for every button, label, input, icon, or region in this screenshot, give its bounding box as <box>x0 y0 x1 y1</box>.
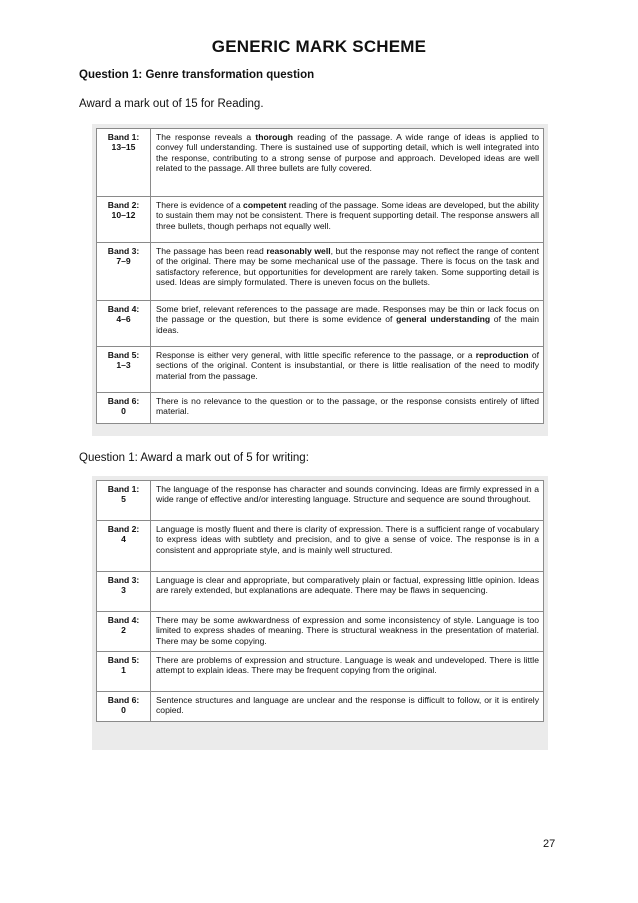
desc-part: There is evidence of a <box>156 200 244 210</box>
band-description <box>151 129 544 197</box>
band-name: Band 2: <box>107 200 140 210</box>
writing-band-row <box>97 612 544 652</box>
desc-part: Some brief, relevant references to the passage are made. Responses may be thin or lack focus on the passage or the question, but there is some evidence of <box>156 304 539 325</box>
band-description <box>151 197 544 243</box>
reading-mark-table <box>92 124 548 436</box>
band-label-cell <box>97 129 151 197</box>
reading-band-row <box>97 393 544 424</box>
band-range: 13–15 <box>111 142 136 153</box>
band-description <box>151 301 544 347</box>
writing-band-row <box>97 652 544 692</box>
band-label-cell <box>97 652 151 692</box>
band-name: Band 1: <box>107 484 140 494</box>
band-name: Band 5: <box>107 655 140 665</box>
band-range: 4–6 <box>116 314 131 325</box>
band-name: Band 3: <box>107 246 140 256</box>
reading-band-row <box>97 347 544 393</box>
desc-part: of sections of the original. Content is insubstantial, or there is little realisation of the need to modify material from the passage. <box>156 350 540 381</box>
writing-intro: Question 1: Award a mark out of 5 for writing: <box>79 452 309 464</box>
band-range: 7–9 <box>116 256 131 267</box>
page-number: 27 <box>543 838 556 850</box>
band-label-cell <box>97 301 151 347</box>
band-name: Band 1: <box>107 132 140 142</box>
writing-mark-table <box>92 476 548 750</box>
band-label-cell <box>97 197 151 243</box>
band-range: 2 <box>121 625 126 636</box>
desc-part: The passage has been read <box>156 246 267 256</box>
reading-band-row <box>97 301 544 347</box>
desc-emphasis: thorough <box>255 132 294 142</box>
reading-band-row <box>97 197 544 243</box>
desc-part: , but the response may not reflect the range of content of the original. There may be some mechanical use of the passage. There is focus on the task and satisfactory reference, but opportunities for development are rarely taken. Some supporting detail is used. Ideas are simply formulated. There is uneven focus on the bullets. <box>156 246 539 288</box>
desc-part: reading of the passage. A wide range of ideas is applied to convey full understanding. There is sustained use of supporting detail, which is well integrated into the response, contributing to a strong sense of purpose and approach. Developed ideas are well related to the passage. All three bullets are fully covered. <box>156 132 539 174</box>
band-range: 3 <box>121 585 126 596</box>
desc-emphasis: competent <box>243 200 287 210</box>
band-description: Language is mostly fluent and there is clarity of expression. There is a sufficient range of vocabulary to express ideas with subtlety and precision, and to give a sense of voice. The response is in a consistent and appropriate style, and is mainly well structured. <box>151 521 544 572</box>
band-name: Band 6: <box>107 695 140 705</box>
desc-emphasis: reproduction <box>475 350 529 360</box>
band-name: Band 3: <box>107 575 140 585</box>
desc-part: of the main ideas. <box>156 314 539 335</box>
reading-intro: Award a mark out of 15 for Reading. <box>79 98 264 110</box>
band-description: There are problems of expression and structure. Language is weak and undeveloped. There is little attempt to explain ideas. There may be frequent copying from the original. <box>151 652 544 692</box>
band-range: 0 <box>121 705 126 716</box>
band-label-cell <box>97 393 151 424</box>
desc-emphasis: reasonably well <box>266 246 331 256</box>
band-name: Band 4: <box>107 615 140 625</box>
band-label-cell <box>97 481 151 521</box>
question-heading: Question 1: Genre transformation question <box>79 69 315 81</box>
band-description: The language of the response has character and sounds convincing. Ideas are firmly expressed in a wide range of effective and/or interesting language. Structure and sequence are sound throughout. <box>151 481 544 521</box>
band-description <box>151 347 544 393</box>
band-description: There may be some awkwardness of expression and some inconsistency of style. Language is too limited to express shades of meaning. There is structural weakness in the presentation of material. There may be some copying. <box>151 612 544 652</box>
band-description: Language is clear and appropriate, but comparatively plain or factual, expressing little opinion. Ideas are rarely extended, but explanations are adequate. There may be flaws in sequencing. <box>151 572 544 612</box>
band-range: 1–3 <box>116 360 131 371</box>
band-name: Band 5: <box>107 350 140 360</box>
band-range: 1 <box>121 665 126 676</box>
writing-band-row <box>97 572 544 612</box>
desc-part: There is no relevance to the question or to the passage, or the response consists entirely of lifted material. <box>156 396 539 417</box>
band-range: 4 <box>121 534 126 545</box>
desc-emphasis: general understanding <box>396 314 491 325</box>
writing-band-row <box>97 692 544 722</box>
band-description: Sentence structures and language are unclear and the response is difficult to follow, or it is entirely copied. <box>151 692 544 722</box>
reading-band-row <box>97 243 544 301</box>
band-label-cell <box>97 692 151 722</box>
writing-band-row <box>97 481 544 521</box>
band-label-cell <box>97 612 151 652</box>
desc-part: Response is either very general, with little specific reference to the passage, or a <box>156 350 476 360</box>
writing-band-row <box>97 521 544 572</box>
band-range: 5 <box>121 494 126 505</box>
band-label-cell <box>97 521 151 572</box>
band-range: 0 <box>121 406 126 417</box>
reading-band-row <box>97 129 544 197</box>
band-range: 10–12 <box>111 210 136 221</box>
band-label-cell <box>97 347 151 393</box>
page-title: GENERIC MARK SCHEME <box>211 37 427 56</box>
band-label-cell <box>97 243 151 301</box>
desc-part: The response reveals a <box>156 132 256 142</box>
desc-part: reading of the passage. Some ideas are developed, but the ability to sustain them may not be consistent. There is frequent supporting detail. The response answers all three bullets, though perhaps not equally well. <box>156 200 539 231</box>
band-name: Band 6: <box>107 396 140 406</box>
band-description <box>151 243 544 301</box>
band-label-cell <box>97 572 151 612</box>
band-description <box>151 393 544 424</box>
band-name: Band 4: <box>107 304 140 314</box>
band-name: Band 2: <box>107 524 140 534</box>
